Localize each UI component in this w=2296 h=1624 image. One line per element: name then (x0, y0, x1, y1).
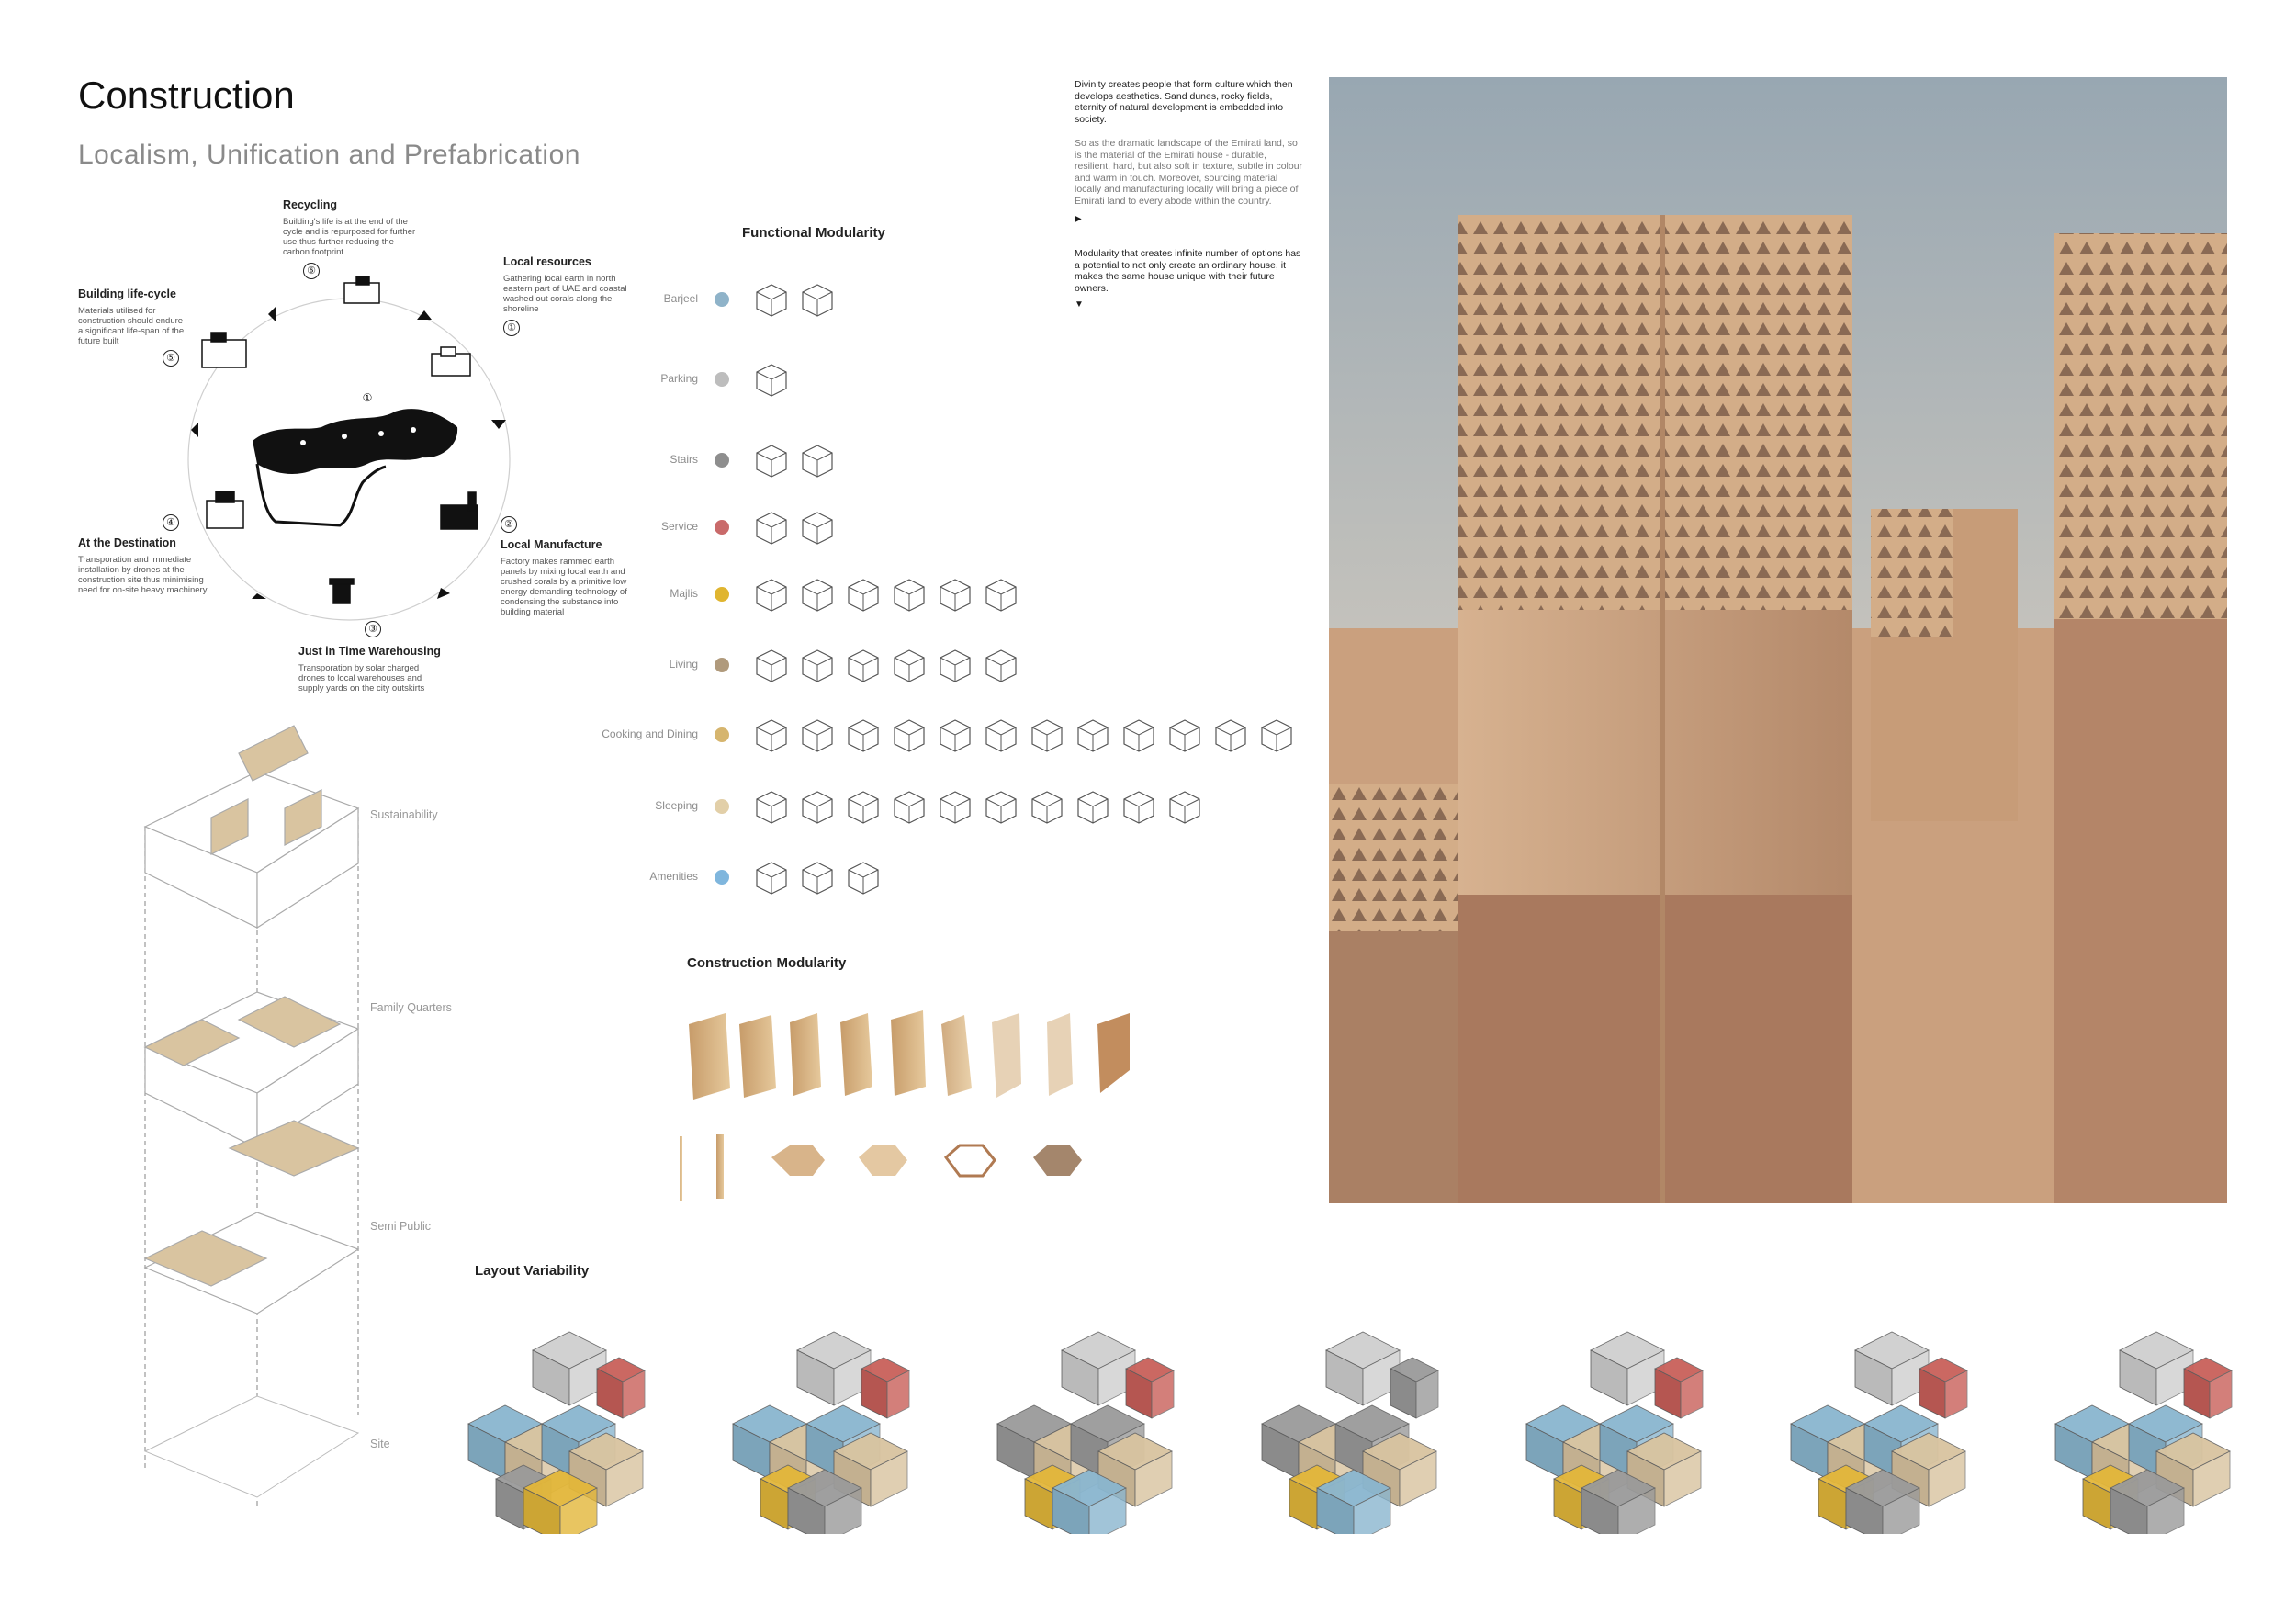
layer-sustainability (145, 726, 358, 928)
module-isometric-icon (753, 576, 790, 613)
step-text: Gathering local earth in north eastern part of UAE and coastal washed out corals along the shoreline (503, 274, 627, 314)
step-title: Local resources (503, 255, 591, 268)
module-isometric-icon (799, 647, 836, 683)
module-isometric-icon (1166, 788, 1203, 825)
category-color-dot (715, 453, 729, 468)
layout-variant (1253, 1295, 1455, 1534)
module-isometric-icon (937, 576, 974, 613)
category-color-dot (715, 799, 729, 814)
module-isometric-icon (1075, 716, 1111, 753)
module-isometric-icon (753, 442, 790, 479)
module-isometric-icon (845, 859, 882, 896)
cycle-step-warehousing (298, 621, 441, 694)
functional-row-label: Cooking and Dining (602, 727, 698, 740)
cycle-step-destination (78, 514, 216, 595)
step-text: Transporation and immediate installation by drones at the construction site thus minimising need for on-site heavy machinery (78, 555, 208, 595)
layer-family-quarters (145, 992, 358, 1148)
step-title: Building life-cycle (78, 288, 176, 300)
module-isometric-icon (1029, 788, 1065, 825)
cycle-step-life-cycle (78, 288, 188, 367)
intro-text (1075, 79, 1304, 310)
step-number: ⑤ (163, 350, 179, 367)
module-isometric-icon (753, 647, 790, 683)
module-isometric-icon (799, 576, 836, 613)
step-title: At the Destination (78, 536, 176, 549)
module-isometric-icon (753, 859, 790, 896)
category-color-dot (715, 587, 729, 602)
module-isometric-icon (937, 788, 974, 825)
functional-modularity-rows (569, 276, 1322, 900)
module-isometric-icon (1212, 716, 1249, 753)
cycle-step-recycling (283, 198, 421, 279)
functional-row-label: Parking (660, 372, 698, 385)
category-color-dot (715, 292, 729, 307)
construction-modularity-heading: Construction Modularity (687, 955, 847, 971)
step-title: Recycling (283, 198, 338, 211)
functional-row-label: Sleeping (655, 799, 698, 812)
cycle-center-number: ① (362, 391, 373, 404)
module-isometric-icon (1120, 716, 1157, 753)
category-color-dot (715, 727, 729, 742)
module-isometric-icon (845, 716, 882, 753)
layout-variability-heading: Layout Variability (475, 1263, 590, 1279)
functional-row-label: Amenities (649, 870, 698, 883)
category-color-dot (715, 520, 729, 535)
module-isometric-icon (983, 716, 1019, 753)
category-color-dot (715, 658, 729, 672)
category-color-dot (715, 870, 729, 885)
step-text: Building's life is at the end of the cycle and is repurposed for further use thus further reducing the carbon footprint (283, 217, 416, 257)
functional-row-label: Majlis (670, 587, 698, 600)
module-isometric-icon (753, 281, 790, 318)
module-isometric-icon (753, 361, 790, 398)
module-isometric-icon (891, 716, 928, 753)
step-text: Materials utilised for construction should endure a significant life-span of the future built (78, 306, 185, 346)
construction-modules (680, 997, 1286, 1217)
module-isometric-icon (753, 788, 790, 825)
layout-variant (1782, 1295, 1984, 1534)
module-isometric-icon (799, 442, 836, 479)
architectural-rendering (1329, 77, 2227, 1203)
module-isometric-icon (891, 576, 928, 613)
module-isometric-icon (1120, 788, 1157, 825)
step-number: ④ (163, 514, 179, 531)
module-isometric-icon (937, 716, 974, 753)
layer-label-site: Site (370, 1438, 390, 1450)
step-number: ③ (365, 621, 381, 637)
layout-variant (988, 1295, 1190, 1534)
module-isometric-icon (845, 788, 882, 825)
functional-row-label: Service (660, 520, 698, 533)
module-isometric-icon (1258, 716, 1295, 753)
layout-variant (2046, 1295, 2248, 1534)
layout-variant (459, 1295, 661, 1534)
intro-paragraph-1: Divinity creates people that form culture which then develops aesthetics. Sand dunes, rocky fields, eternity of natural development is embedded into society. (1075, 79, 1293, 125)
module-isometric-icon (891, 647, 928, 683)
functional-row-label: Stairs (670, 453, 698, 466)
layer-site (145, 1396, 358, 1497)
functional-row-label: Living (669, 658, 698, 671)
functional-modularity-heading: Functional Modularity (742, 225, 885, 241)
layer-label-sustainability: Sustainability (370, 808, 438, 821)
module-isometric-icon (799, 509, 836, 546)
intro-paragraph-2: So as the dramatic landscape of the Emirati land, so is the material of the Emirati house - durable, resilient, hard, but also soft in texture, subtle in colour and warm in touch. Moreover, sourcing material locally and manufacturing locally will bring a piece of Emirati land to every abode within the country. (1075, 138, 1303, 207)
layout-variants (459, 1295, 2232, 1552)
page-title: Construction (78, 73, 295, 117)
module-isometric-icon (845, 576, 882, 613)
layer-semi-public (145, 1121, 358, 1314)
step-text: Factory makes rammed earth panels by mixing local earth and crushed corals by a primitive low energy demanding technology of condensing the substance into building material (501, 557, 627, 617)
module-isometric-icon (1029, 716, 1065, 753)
module-isometric-icon (799, 281, 836, 318)
module-isometric-icon (753, 716, 790, 753)
step-number: ② (501, 516, 517, 533)
step-number: ⑥ (303, 263, 320, 279)
step-title: Just in Time Warehousing (298, 645, 441, 658)
layout-variant (1517, 1295, 1719, 1534)
module-isometric-icon (983, 788, 1019, 825)
arrow-down-icon: ▼ (1075, 299, 1084, 310)
module-isometric-icon (753, 509, 790, 546)
hexagon-modules (771, 1145, 1082, 1176)
arrow-right-icon: ▶ (1075, 214, 1082, 224)
layer-label-family-quarters: Family Quarters (370, 1001, 452, 1014)
module-isometric-icon (799, 859, 836, 896)
module-isometric-icon (983, 647, 1019, 683)
intro-paragraph-3: Modularity that creates infinite number of options has a potential to not only create an ordinary house, it makes the same house unique with their future owners. (1075, 248, 1301, 294)
category-color-dot (715, 372, 729, 387)
panel-modules (689, 1010, 1130, 1100)
step-text: Transporation by solar charged drones to local warehouses and supply yards on the city outskirts (298, 663, 425, 694)
functional-row-label: Barjeel (663, 292, 698, 305)
connector-modules (680, 1134, 724, 1201)
stacked-layers-diagram (129, 716, 386, 1516)
module-isometric-icon (983, 576, 1019, 613)
module-isometric-icon (799, 788, 836, 825)
page-subtitle: Localism, Unification and Prefabrication (78, 140, 580, 170)
module-isometric-icon (799, 716, 836, 753)
layer-label-semi-public: Semi Public (370, 1220, 431, 1233)
module-isometric-icon (1075, 788, 1111, 825)
construction-cycle-diagram (165, 276, 533, 643)
module-isometric-icon (1166, 716, 1203, 753)
step-number: ① (503, 320, 520, 336)
cycle-ring (165, 276, 533, 643)
module-isometric-icon (845, 647, 882, 683)
module-isometric-icon (891, 788, 928, 825)
step-title: Local Manufacture (501, 538, 602, 551)
module-isometric-icon (937, 647, 974, 683)
layout-variant (724, 1295, 926, 1534)
